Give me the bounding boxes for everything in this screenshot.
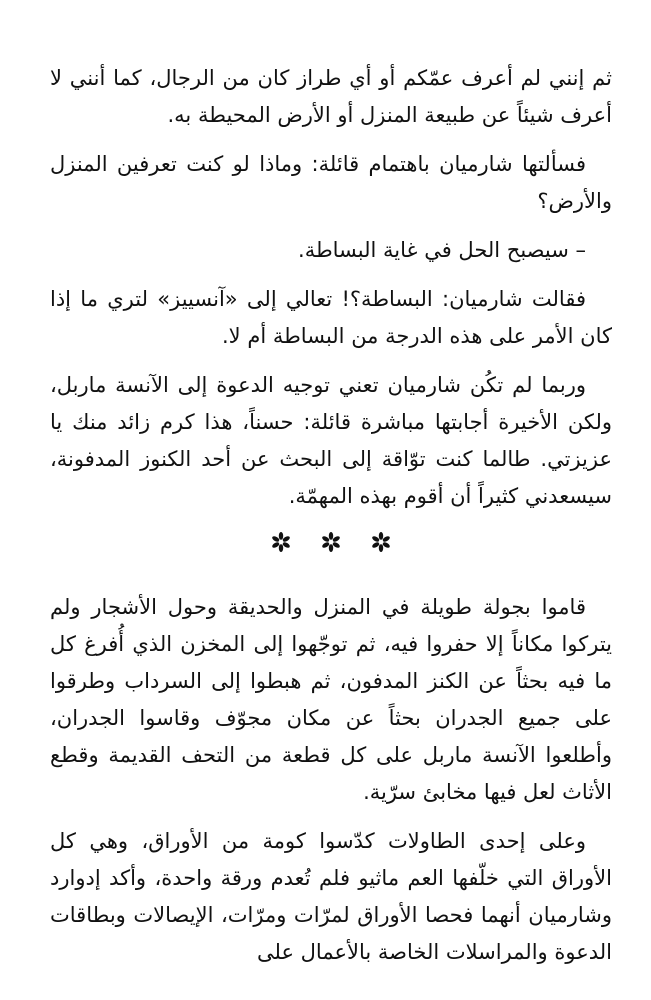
paragraph-6: قاموا بجولة طويلة في المنزل والحديقة وحول الأشجار ولم يتركوا مكاناً إلا حفروا فيه، ثم توجّهوا إلى المخزن الذي أُفرغ كل ما فيه بحثاً عن الكنز المدفون، ثم هبطوا إلى السرداب وطرقوا على جميع الجدران بحثاً عن مكان مجوّف وقاسوا الجدران، وأطلعوا الآنسة ماربل على كل قطعة من التحف القديمة وقطع الأثاث لعل فيها مخابئ سرّية. [50,595,612,804]
paragraph-2: فسألتها شارميان باهتمام قائلة: وماذا لو كنت تعرفين المنزل والأرض؟ [50,152,612,213]
paragraph-5: وربما لم تكُن شارميان تعني توجيه الدعوة إلى الآنسة ماربل، ولكن الأخيرة أجابتها مباشرة قائلة: حسناً، هذا كرم زائد منك يا عزيزتي. طالما كنت توّاقة إلى البحث عن أحد الكنوز المدفونة، سيسعدني كثيراً أن أقوم بهذه المهمّة. [50,373,612,508]
book-page [50,60,612,983]
paragraph-7: وعلى إحدى الطاولات كدّسوا كومة من الأوراق، وهي كل الأوراق التي خلّفها العم ماثيو فلم تُعدم ورقة واحدة، وأكد إدوارد وشارميان أنهما فحصا الأوراق لمرّات ومرّات، الإيصالات وبطاقات الدعوة والمراسلات الخاصة بالأعمال على [50,829,612,964]
paragraph-4: فقالت شارميان: البساطة؟! تعالي إلى «آنسييز» لتري ما إذا كان الأمر على هذه الدرجة من البساطة أم لا. [50,287,612,348]
dialogue-line: – سيصبح الحل في غاية البساطة. [298,238,586,262]
asterisk-ornament-icon [321,532,341,552]
asterisk-ornament-icon [371,532,391,552]
paragraph-1: ثم إنني لم أعرف عمّكم أو أي طراز كان من الرجال، كما أنني لا أعرف شيئاً عن طبيعة المنزل أو الأرض المحيطة به. [50,66,612,127]
section-separator [50,527,612,557]
asterisk-ornament-icon [271,532,291,552]
